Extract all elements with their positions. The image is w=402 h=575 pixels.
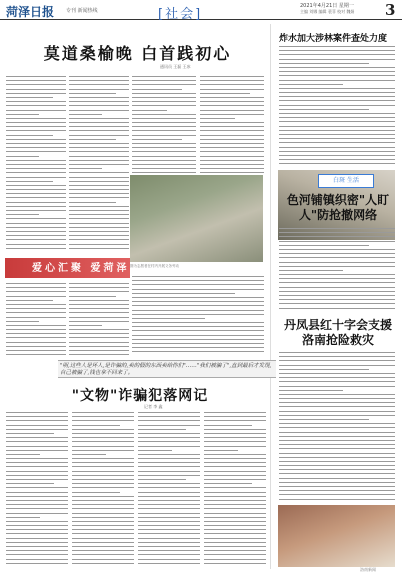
main-byline: 通讯员 王磊 王冰 [160,64,191,69]
main-story-body-col4 [200,76,264,173]
photo-caption: 图为志愿者在村内开展义务劳动 [130,264,179,268]
right-story-2-body [279,228,395,312]
column-divider [270,24,271,569]
main-story-body-col1 [6,76,66,251]
right-story-1-body [279,46,395,166]
main-story-body-col2 [69,76,129,251]
pull-quote: "明,这些人是坏人,是诈骗的,卖的假的东西卖给你们"……"我们被骗了",直到最后才发现,自己被骗了,钱也拿不回来了。 [60,363,272,376]
main-story-body-col3 [132,76,196,173]
section-badge: 白斑 生活 [318,174,374,188]
second-story-col4 [204,412,266,567]
issue-date: 2021年4月21日 星期一 [300,3,354,9]
second-story-col1 [6,412,68,567]
right-story-3-body [279,352,395,502]
rescue-photo [278,505,395,567]
footer-label: 洛南新闻 [360,567,376,572]
masthead [0,0,402,20]
feature-body-col2 [69,283,129,355]
editor-credits: 主编 刘娜 编辑 裴菲 校对 魏娟 [300,9,355,14]
right-headline-2: 色河铺镇织密"人盯人"防抢撤网络 [286,193,390,222]
page-number: 3 [385,1,396,19]
second-story-col2 [72,412,134,567]
second-headline: "文物"诈骗犯落网记 [71,388,209,404]
feature-band-title: 爱心汇聚 爱菏泽 [32,263,130,274]
right-headline-1: 炸水加大涉林案件查处力度 [279,34,388,44]
right-headline-3: 丹凤县红十字会支援洛南抢险救灾 [283,318,392,347]
main-headline: 莫道桑榆晚 白首践初心 [43,44,232,63]
feature-body-col1 [6,283,66,355]
volunteer-photo [130,175,263,262]
paper-name: 菏泽日报 [6,5,55,19]
section-title: [社会] [158,7,203,22]
second-story-col3 [138,412,200,567]
second-byline: 记者 李 鑫 [144,404,163,409]
edition-tag: 专刊 新闻热线 [66,8,98,14]
feature-body-col3 [132,276,264,355]
